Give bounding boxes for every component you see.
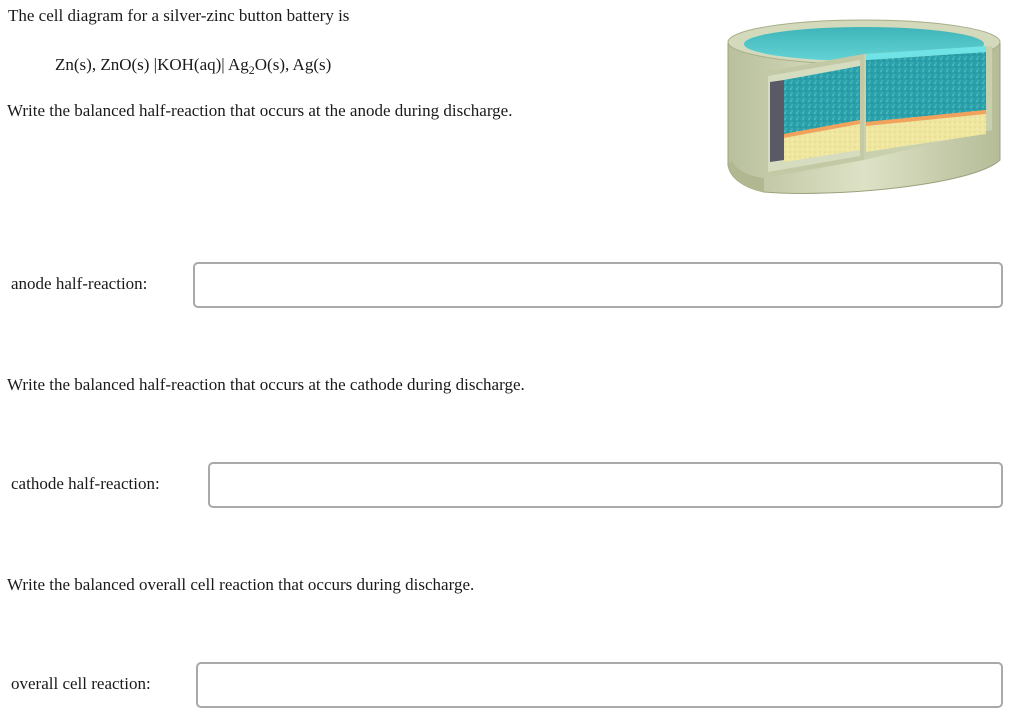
overall-cell-reaction-input[interactable] (196, 662, 1003, 708)
anode-prompt: Write the balanced half-reaction that occurs at the anode during discharge. (7, 101, 513, 120)
cell-diagram-part-2: O(s), Ag(s) (254, 55, 332, 74)
cell-diagram (55, 55, 331, 75)
cathode-label: cathode half-reaction: (11, 474, 160, 493)
overall-label: overall cell reaction: (11, 674, 151, 693)
cell-diagram-part-1: Zn(s), ZnO(s) |KOH(aq)| Ag (55, 55, 249, 74)
button-battery-cutaway-image (724, 10, 1004, 200)
cathode-half-reaction-input[interactable] (208, 462, 1003, 508)
anode-half-reaction-input[interactable] (193, 262, 1003, 308)
intro-text: The cell diagram for a silver-zinc button battery is (8, 6, 350, 25)
overall-prompt: Write the balanced overall cell reaction that occurs during discharge. (7, 575, 475, 594)
anode-label: anode half-reaction: (11, 274, 148, 293)
cathode-prompt: Write the balanced half-reaction that occurs at the cathode during discharge. (7, 375, 525, 394)
cell-diagram-subscript: 2 (248, 63, 255, 77)
